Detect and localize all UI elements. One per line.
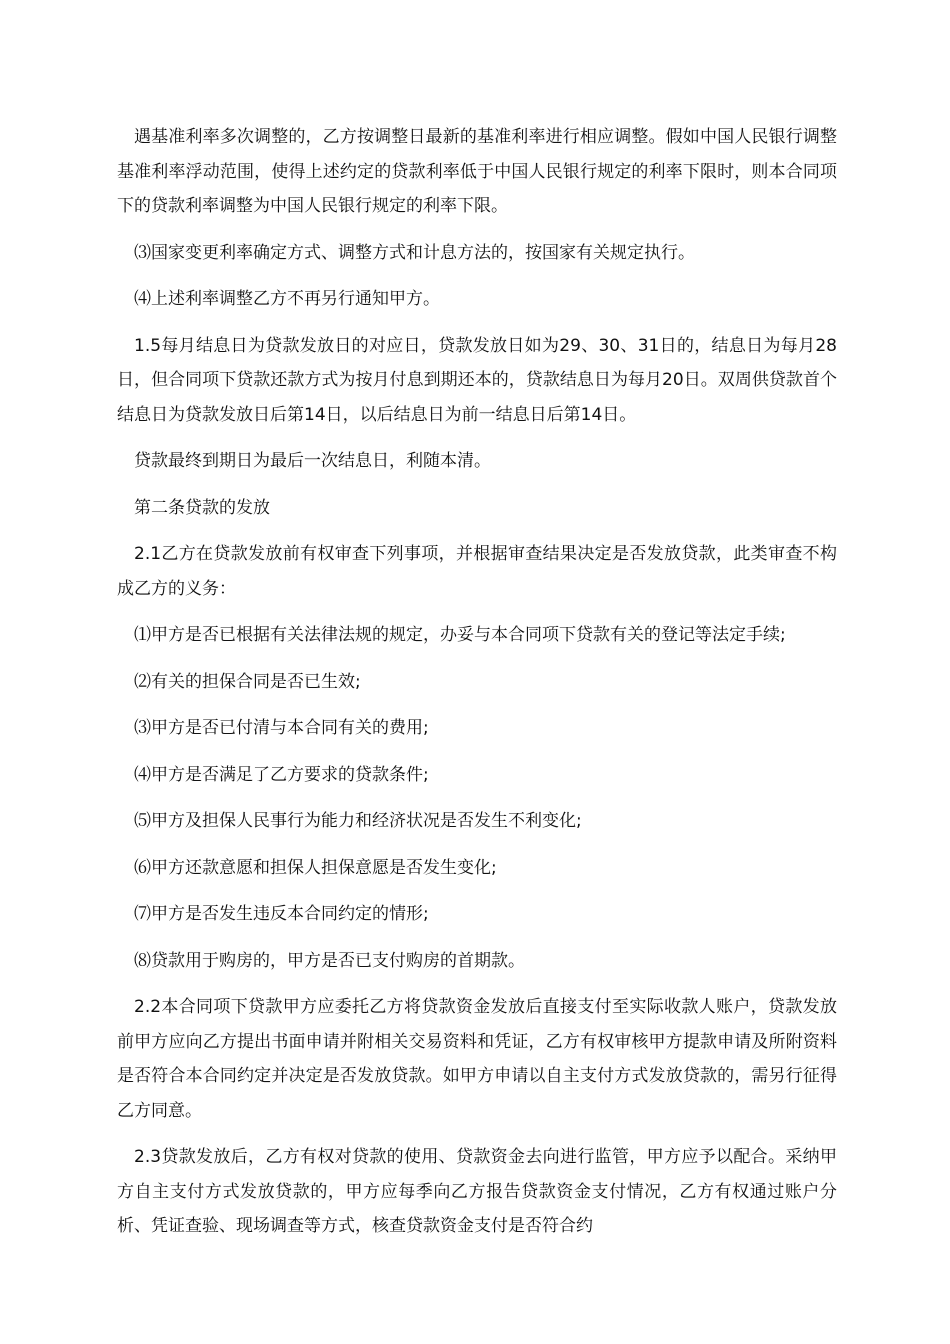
list-item-3: ⑶甲方是否已付清与本合同有关的费用; (134, 718, 429, 738)
document-page (117, 120, 837, 1256)
paragraph-2-1-review: 2.1乙方在贷款发放前有权审查下列事项，并根据审查结果决定是否发放贷款，此类审查不构成乙方的义务： (117, 544, 837, 599)
paragraph-final-maturity: 贷款最终到期日为最后一次结息日，利随本清。 (134, 451, 491, 471)
paragraph-item-4-no-notice: ⑷上述利率调整乙方不再另行通知甲方。 (134, 289, 440, 309)
list-item-6: ⑹甲方还款意愿和担保人担保意愿是否发生变化; (134, 857, 497, 878)
list-item-5: ⑸甲方及担保人民事行为能力和经济状况是否发生不利变化; (134, 811, 582, 831)
paragraph-1-5-settlement-date: 1.5每月结息日为贷款发放日的对应日，贷款发放日如为29、30、31日的，结息日为每月28日，但合同项下贷款还款方式为按月付息到期还本的，贷款结息日为每月20日。双周供贷款首个结息日为贷款发放日后第14日，以后结息日为前一结息日后第14日。 (117, 335, 837, 425)
paragraph-item-3-rate-method: ⑶国家变更利率确定方式、调整方式和计息方法的，按国家有关规定执行。 (134, 242, 695, 263)
paragraph-2-3-supervision: 2.3贷款发放后，乙方有权对贷款的使用、贷款资金去向进行监管，甲方应予以配合。采纳甲方自主支付方式发放贷款的，甲方应每季向乙方报告贷款资金支付情况，乙方有权通过账户分析、凭证查验、现场调查等方式，核查贷款资金支付是否符合约 (117, 1147, 837, 1236)
list-item-1: ⑴甲方是否已根据有关法律法规的规定，办妥与本合同项下贷款有关的登记等法定手续; (134, 625, 786, 645)
list-item-2: ⑵有关的担保合同是否已生效; (134, 671, 361, 692)
section-heading-article-2: 第二条贷款的发放 (134, 497, 270, 518)
paragraph-2-2-payment: 2.2本合同项下贷款甲方应委托乙方将贷款资金发放后直接支付至实际收款人账户，贷款发放前甲方应向乙方提出书面申请并附相关交易资料和凭证，乙方有权审核甲方提款申请及所附资料是否符合本合同约定并决定是否发放贷款。如甲方申请以自主支付方式发放贷款的，需另行征得乙方同意。 (117, 997, 837, 1121)
paragraph-rate-adjustment: 遇基准利率多次调整的，乙方按调整日最新的基准利率进行相应调整。假如中国人民银行调整基准利率浮动范围，使得上述约定的贷款利率低于中国人民银行规定的利率下限时，则本合同项下的贷款利率调整为中国人民银行规定的利率下限。 (117, 127, 837, 216)
list-item-7: ⑺甲方是否发生违反本合同约定的情形; (134, 904, 429, 924)
list-item-8: ⑻贷款用于购房的，甲方是否已支付购房的首期款。 (134, 950, 525, 971)
list-item-4: ⑷甲方是否满足了乙方要求的贷款条件; (134, 764, 429, 785)
